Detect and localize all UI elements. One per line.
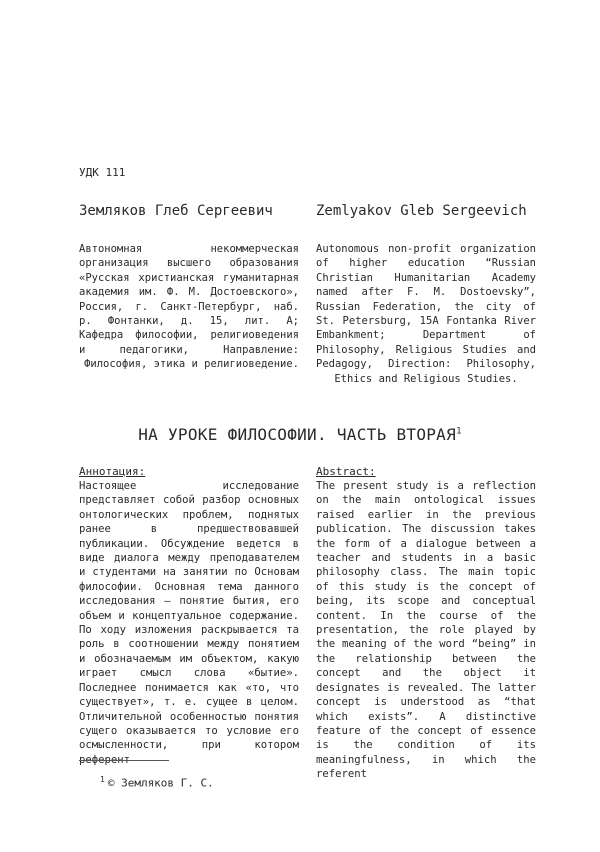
udk-code: УДК 111 <box>79 166 126 179</box>
article-title-text: НА УРОКЕ ФИЛОСОФИИ. ЧАСТЬ ВТОРАЯ <box>138 425 457 444</box>
affiliation-ru: Автономная некоммерческая организация высшего образования «Русская христианская гуманитарная академия им. Ф. М. Достоевского», Россия, г. Санкт-Петербург, наб. р. Фонтанки, д. 15, лит. А; Кафедра философии, религиоведения и педагогики, Направление: Философия, этика и религиоведение. <box>79 243 299 371</box>
article-title <box>0 425 600 444</box>
title-footnote-mark: 1 <box>456 426 462 437</box>
footnote-text: © Земляков Г. С. <box>107 776 214 790</box>
footnote-divider <box>79 760 169 761</box>
abstract-text-ru: Настоящее исследование представляет собой разбор основных онтологических проблем, поднятых ранее в предшествовавшей публикации. Обсуждение ведется в виде диалога между преподавателем и студентами на занятии по Основам философии. Основная тема данного исследования — понятие бытия, его объем и концептуальное содержание. По ходу изложения раскрывается та роль в соотношении между понятием и обозначаемым им объектом, какую играет смысл слова «бытие». Последнее понимается как «то, что существует», т. е. сущее в целом. Отличительной особенностью понятия сущего оказывается то условие его осмысленности, при котором референт <box>79 480 299 766</box>
abstract-heading-en: Abstract: <box>316 465 376 478</box>
footnote-mark: 1 <box>100 775 105 784</box>
abstract-heading-ru: Аннотация: <box>79 465 146 478</box>
author-name-en: Zemlyakov Gleb Sergeevich <box>316 203 527 219</box>
author-name-ru: Земляков Глеб Сергеевич <box>79 203 273 219</box>
abstract-text-en: The present study is a reflection on the main ontological issues raised earlier in the previous publication. The discussion takes the form of a dialogue between a teacher and students in a basic philosophy class. The main topic of this study is the concept of being, its scope and conceptual content. In the course of the presentation, the role played by the meaning of the word “being” in the relationship between the concept and the object it designates is revealed. The latter concept is understood as “that which exists”. A distinctive feature of the concept of essence is the condition of its meaningfulness, in which the referent <box>316 480 536 781</box>
footnote <box>100 775 214 790</box>
affiliation-en: Autonomous non-profit organization of higher education “Russian Christian Humanitarian Academy named after F. M. Dostoevsky”, Russian Federation, the city of St. Petersburg, 15A Fontanka River Embankment; Department of Philosophy, Religious Studies and Pedagogy, Direction: Philosophy, Ethics and Religious Studies. <box>316 243 536 385</box>
